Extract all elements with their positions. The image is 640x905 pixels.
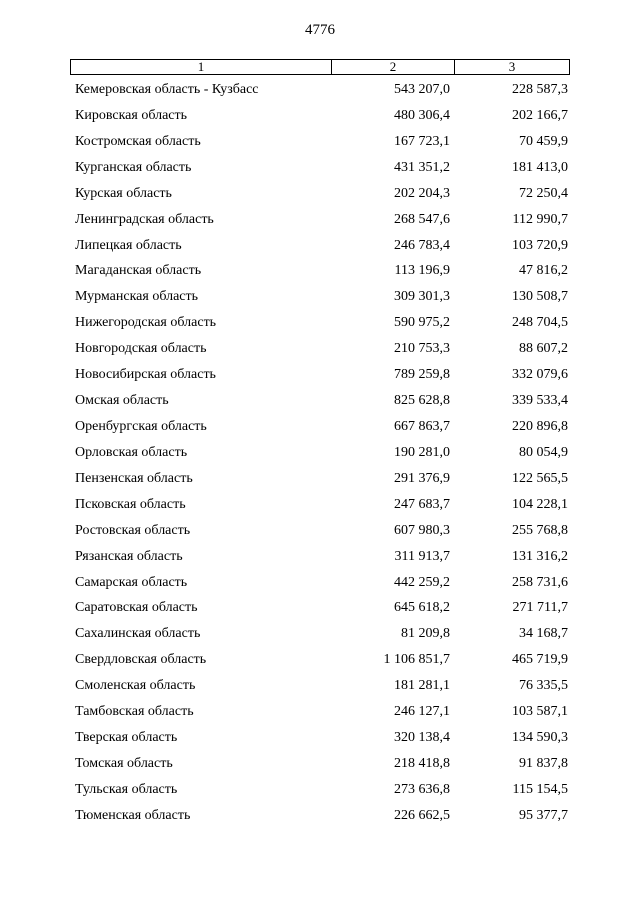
table-row [0,780,640,806]
table-row [0,158,640,184]
value-column-2: 1 106 851,7 [383,652,450,668]
region-name: Сахалинская область [75,626,201,642]
table-row [0,391,640,417]
table-row [0,495,640,521]
table-row [0,521,640,547]
value-column-3: 112 990,7 [512,211,568,227]
value-column-2: 431 351,2 [394,159,450,175]
value-column-2: 210 753,3 [394,341,450,357]
region-name: Мурманская область [75,289,199,305]
region-name: Свердловская область [75,652,207,668]
table-row [0,547,640,573]
table-header [70,59,570,75]
value-column-3: 95 377,7 [519,807,568,823]
value-column-3: 131 316,2 [512,548,568,564]
region-name: Смоленская область [75,678,196,694]
value-column-2: 825 628,8 [394,393,450,409]
table-row [0,236,640,262]
value-column-3: 103 720,9 [512,237,568,253]
region-name: Кировская область [75,107,188,123]
value-column-2: 202 204,3 [394,185,450,201]
value-column-2: 246 783,4 [394,237,450,253]
region-name: Тульская область [75,781,178,797]
region-name: Оренбургская область [75,418,207,434]
value-column-3: 80 054,9 [519,444,568,460]
value-column-3: 76 335,5 [519,678,568,694]
region-name: Тюменская область [75,807,191,823]
value-column-2: 789 259,8 [394,367,450,383]
region-name: Рязанская область [75,548,183,564]
region-name: Магаданская область [75,263,202,279]
page-number: 4776 [305,22,335,38]
value-column-3: 34 168,7 [519,626,568,642]
value-column-2: 181 281,1 [394,678,450,694]
value-column-3: 134 590,3 [512,730,568,746]
value-column-3: 72 250,4 [519,185,568,201]
table-body [0,80,640,832]
table-row [0,80,640,106]
value-column-2: 268 547,6 [394,211,450,227]
table-row [0,702,640,728]
table-row [0,184,640,210]
table-row [0,261,640,287]
table-row [0,313,640,339]
value-column-2: 645 618,2 [394,600,450,616]
value-column-3: 103 587,1 [512,704,568,720]
region-name: Липецкая область [75,237,182,253]
table-row [0,132,640,158]
value-column-3: 228 587,3 [512,82,568,97]
table-row [0,365,640,391]
region-name: Томская область [75,755,173,771]
value-column-3: 88 607,2 [519,341,568,357]
value-column-3: 181 413,0 [512,159,568,175]
table-row [0,754,640,780]
region-name: Тамбовская область [75,704,194,720]
value-column-3: 255 768,8 [512,522,568,538]
value-column-2: 81 209,8 [401,626,450,642]
table-row [0,676,640,702]
value-column-3: 104 228,1 [512,496,568,512]
value-column-2: 543 207,0 [394,82,450,97]
region-name: Омская область [75,393,169,409]
table-row [0,287,640,313]
value-column-2: 590 975,2 [394,315,450,331]
table-row [0,624,640,650]
value-column-3: 271 711,7 [512,600,568,616]
region-name: Псковская область [75,496,186,512]
region-name: Самарская область [75,574,188,590]
value-column-2: 442 259,2 [394,574,450,590]
value-column-3: 202 166,7 [512,107,568,123]
region-name: Нижегородская область [75,315,217,331]
region-name: Новосибирская область [75,367,216,383]
table-row [0,443,640,469]
value-column-3: 339 533,4 [512,393,568,409]
table-row [0,417,640,443]
value-column-2: 480 306,4 [394,107,450,123]
value-column-2: 667 863,7 [394,418,450,434]
value-column-3: 248 704,5 [512,315,568,331]
value-column-2: 246 127,1 [394,704,450,720]
region-name: Пензенская область [75,470,193,486]
value-column-2: 273 636,8 [394,781,450,797]
value-column-3: 47 816,2 [519,263,568,279]
value-column-3: 122 565,5 [512,470,568,486]
value-column-2: 113 196,9 [394,263,450,279]
value-column-2: 291 376,9 [394,470,450,486]
value-column-2: 311 913,7 [394,548,450,564]
value-column-2: 320 138,4 [394,730,450,746]
table-row [0,106,640,132]
region-name: Ленинградская область [75,211,214,227]
value-column-2: 607 980,3 [394,522,450,538]
value-column-3: 258 731,6 [512,574,568,590]
value-column-2: 190 281,0 [394,444,450,460]
region-name: Кемеровская область - Кузбасс [75,82,259,97]
table-row [0,339,640,365]
value-column-3: 130 508,7 [512,289,568,305]
value-column-3: 220 896,8 [512,418,568,434]
table-row [0,598,640,624]
region-name: Саратовская область [75,600,198,616]
value-column-2: 309 301,3 [394,289,450,305]
value-column-2: 226 662,5 [394,807,450,823]
region-name: Ростовская область [75,522,191,538]
region-name: Курская область [75,185,172,201]
region-name: Тверская область [75,730,178,746]
table-row [0,728,640,754]
region-name: Новгородская область [75,341,207,357]
table-row [0,469,640,495]
value-column-3: 91 837,8 [519,755,568,771]
table-row [0,210,640,236]
value-column-2: 167 723,1 [394,133,450,149]
column-header-1: 1 [71,60,332,74]
column-header-2: 2 [332,60,455,74]
value-column-3: 70 459,9 [519,133,568,149]
column-header-3: 3 [508,59,516,74]
table-row [0,650,640,676]
region-name: Костромская область [75,133,201,149]
value-column-3: 465 719,9 [512,652,568,668]
value-column-2: 247 683,7 [394,496,450,512]
value-column-3: 115 154,5 [512,781,568,797]
table-row [0,573,640,599]
value-column-3: 332 079,6 [512,367,568,383]
region-name: Орловская область [75,444,188,460]
value-column-2: 218 418,8 [394,755,450,771]
region-name: Курганская область [75,159,192,175]
table-row [0,806,640,832]
